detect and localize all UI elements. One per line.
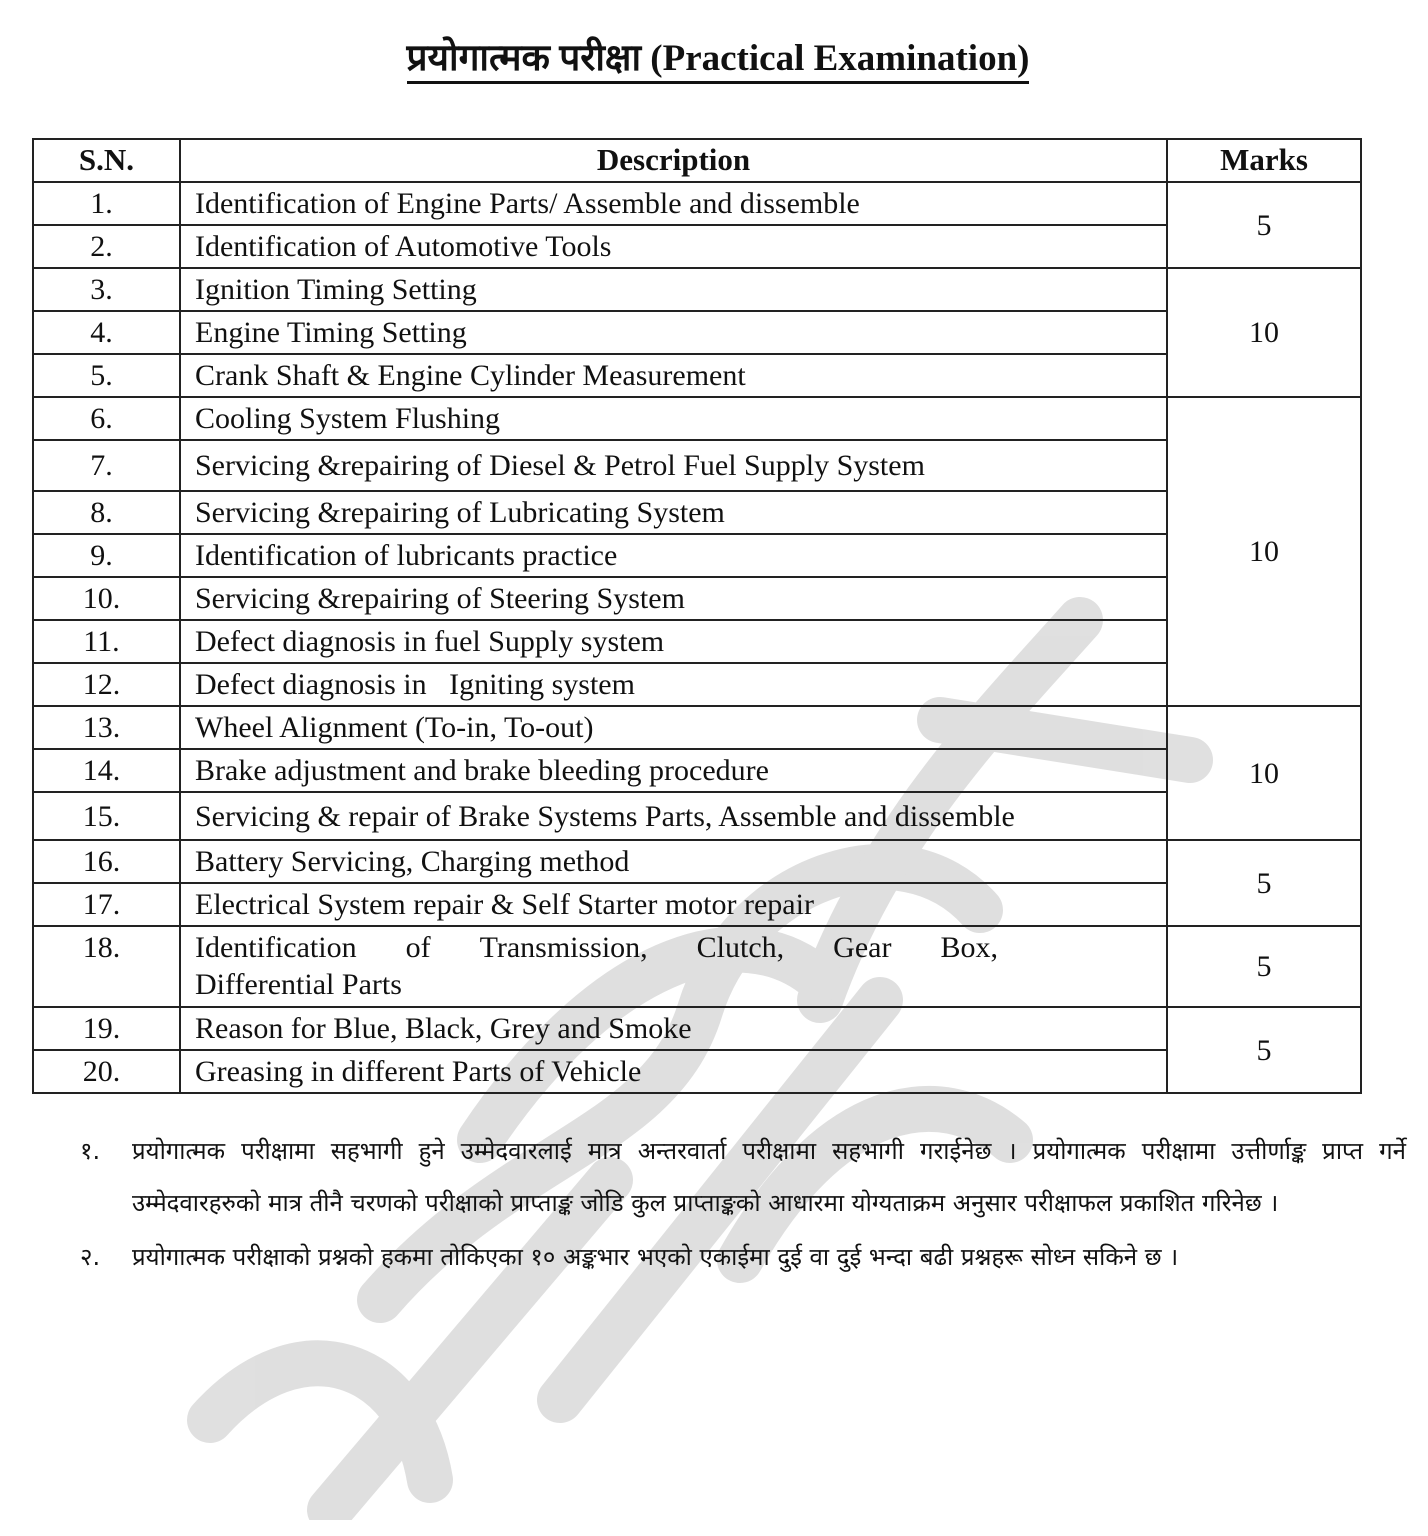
table-row (33, 749, 1361, 792)
row-sn: 17. (33, 883, 180, 926)
note-number: २. (80, 1243, 101, 1271)
row-sn: 10. (33, 577, 180, 620)
table-row (33, 182, 1361, 225)
table-row (33, 706, 1361, 749)
row-description: Defect diagnosis in fuel Supply system (180, 620, 1167, 663)
table-row (33, 663, 1361, 706)
table-row (33, 577, 1361, 620)
table-row (33, 1050, 1361, 1093)
table-row (33, 397, 1361, 440)
row-sn: 3. (33, 268, 180, 311)
header-description: Description (180, 139, 1167, 182)
row-description: Ignition Timing Setting (180, 268, 1167, 311)
row-description: Servicing &repairing of Diesel & Petrol Fuel Supply System (180, 440, 1167, 491)
row-sn: 4. (33, 311, 180, 354)
row-marks: 5 (1167, 840, 1361, 926)
page-title (0, 30, 1428, 81)
table-row (33, 268, 1361, 311)
row-description: Identification of lubricants practice (180, 534, 1167, 577)
row-description: Engine Timing Setting (180, 311, 1167, 354)
description-line-2: Differential Parts (195, 968, 402, 1001)
note-item (80, 1231, 1406, 1283)
description-word: of (405, 931, 431, 964)
table-row (33, 225, 1361, 268)
row-sn: 19. (33, 1007, 180, 1050)
row-marks: 5 (1167, 926, 1361, 1007)
table-row (33, 534, 1361, 577)
table-row (33, 1007, 1361, 1050)
row-sn: 6. (33, 397, 180, 440)
row-description: Servicing &repairing of Steering System (180, 577, 1167, 620)
header-sn: S.N. (33, 139, 180, 182)
row-marks: 10 (1167, 706, 1361, 840)
row-sn: 5. (33, 354, 180, 397)
row-sn: 12. (33, 663, 180, 706)
description-line-1 (195, 931, 998, 964)
row-description: Identification of Automotive Tools (180, 225, 1167, 268)
notes-list (80, 1125, 1406, 1285)
row-description: Cooling System Flushing (180, 397, 1167, 440)
row-description: Brake adjustment and brake bleeding procedure (180, 749, 1167, 792)
table-row (33, 354, 1361, 397)
practical-exam-table (32, 138, 1362, 1094)
note-text: प्रयोगात्मक परीक्षाको प्रश्नको हकमा तोकिएका १० अङ्कभार भएको एकाईमा दुई वा दुई भन्दा बढी प्रश्नहरू सोध्न सकिने छ । (132, 1243, 1179, 1271)
row-sn: 20. (33, 1050, 180, 1093)
row-marks: 5 (1167, 182, 1361, 268)
row-description: Electrical System repair & Self Starter motor repair (180, 883, 1167, 926)
row-sn: 11. (33, 620, 180, 663)
note-number: १. (80, 1137, 101, 1165)
description-word: Transmission, (479, 931, 648, 964)
row-sn: 14. (33, 749, 180, 792)
header-marks: Marks (1167, 139, 1361, 182)
row-sn: 8. (33, 491, 180, 534)
row-sn: 1. (33, 182, 180, 225)
row-sn: 13. (33, 706, 180, 749)
page-title-text: प्रयोगात्मक परीक्षा (Practical Examination) (407, 38, 1030, 84)
description-word: Box, (940, 931, 998, 964)
row-description: Greasing in different Parts of Vehicle (180, 1050, 1167, 1093)
table-row (33, 926, 1361, 1007)
row-description: Defect diagnosis in Igniting system (180, 663, 1167, 706)
table-row (33, 440, 1361, 491)
row-sn: 7. (33, 440, 180, 491)
table-row (33, 883, 1361, 926)
note-text: प्रयोगात्मक परीक्षामा सहभागी हुने उम्मेदवारलाई मात्र अन्तरवार्ता परीक्षामा सहभागी गराईनेछ । प्रयोगात्मक परीक्षामा उत्तीर्णाङ्क प्राप्त गर्ने उम्मेदवारहरुको मात्र तीनै चरणको परीक्षाको प्राप्ताङ्क जोडि कुल प्राप्ताङ्कको आधारमा योग्यताक्रम अनुसार परीक्षाफल प्रकाशित गरिनेछ । (132, 1137, 1406, 1217)
row-description: Crank Shaft & Engine Cylinder Measurement (180, 354, 1167, 397)
table-row (33, 311, 1361, 354)
row-description: Identification of Engine Parts/ Assemble and dissemble (180, 182, 1167, 225)
row-sn: 2. (33, 225, 180, 268)
row-sn: 18. (33, 926, 180, 1007)
row-description: Battery Servicing, Charging method (180, 840, 1167, 883)
row-description: Servicing & repair of Brake Systems Parts, Assemble and dissemble (180, 792, 1167, 840)
row-marks: 5 (1167, 1007, 1361, 1093)
row-sn: 9. (33, 534, 180, 577)
table-row (33, 840, 1361, 883)
row-description: Reason for Blue, Black, Grey and Smoke (180, 1007, 1167, 1050)
note-item (80, 1125, 1406, 1229)
row-description: Wheel Alignment (To-in, To-out) (180, 706, 1167, 749)
table-row (33, 491, 1361, 534)
description-word: Identification (195, 931, 357, 964)
row-marks: 10 (1167, 397, 1361, 706)
description-word: Clutch, (696, 931, 785, 964)
table-row (33, 792, 1361, 840)
description-word: Gear (833, 931, 892, 964)
row-marks: 10 (1167, 268, 1361, 397)
table-row (33, 620, 1361, 663)
row-description (180, 926, 1167, 1007)
row-sn: 15. (33, 792, 180, 840)
table-header-row (33, 139, 1361, 182)
row-description: Servicing &repairing of Lubricating System (180, 491, 1167, 534)
row-sn: 16. (33, 840, 180, 883)
